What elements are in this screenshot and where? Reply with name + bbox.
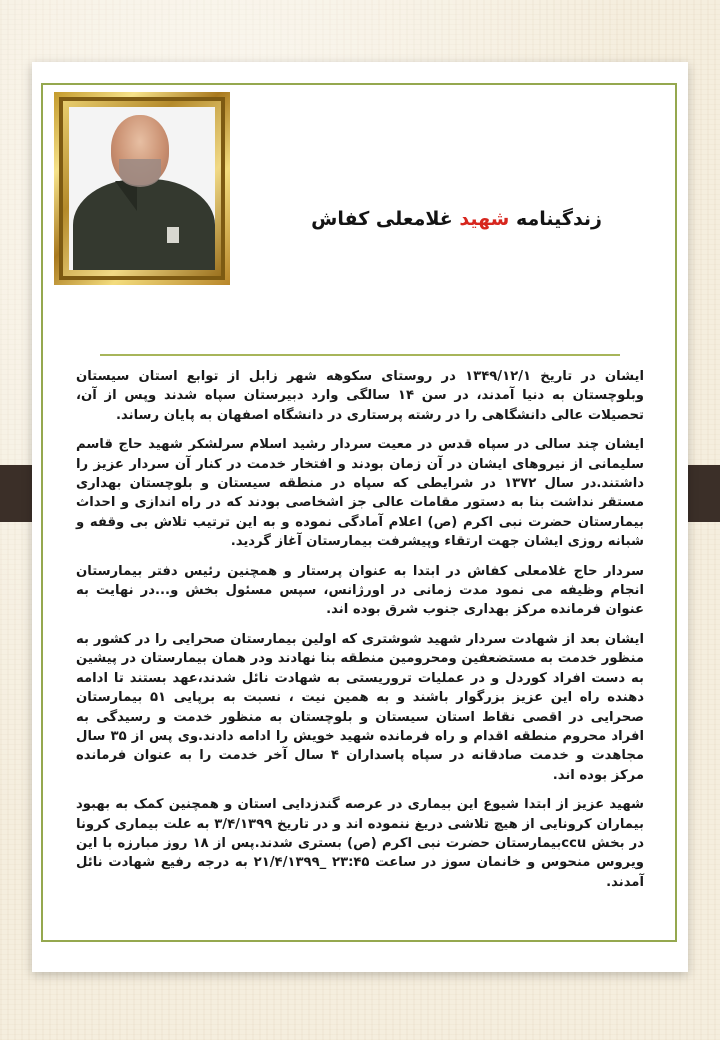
biography-text <box>76 367 644 902</box>
portrait-photo <box>69 107 215 270</box>
page-title <box>272 208 602 230</box>
title-prefix: زندگینامه <box>515 208 602 230</box>
biography-card <box>32 62 688 972</box>
title-highlight: شهید <box>459 208 510 230</box>
paragraph-quds-force: ایشان چند سالی در سپاه قدس در معیت سردار رشید اسلام سرلشکر شهید حاج قاسم سلیمانی از نیروهای ایشان در آن زمان بودند و افتخار خدمت در کنار آن سردار عزیز را داشتند.در سال ۱۳۷۲ در شرایطی که سپاه در منطقه سیستان و بلوچستان بهداری مستقر نداشت بنا به دستور مقامات عالی جز اشخاصی بودند که در راه اندازی و احداث بیمارستان حضرت نبی اکرم (ص) اعلام آمادگی نموده و به این ترتیب تلاش بی وقفه و شبانه روزی ایشان جهت ارتقاء وپیشرفت بیمارستان آغاز گردید. <box>76 437 644 550</box>
divider-line <box>100 354 620 356</box>
paragraph-career: سردار حاج غلامعلی کفاش در ابتدا به عنوان پرستار و همچنین رئیس دفتر بیمارستان انجام وظیفه می نمود مدت زمانی در اورژانس، سپس مسئول بخش و...در نهایت به عنوان فرمانده مرکز بهداری جنوب شرق بوده اند. <box>76 563 644 618</box>
portrait-frame <box>54 92 230 285</box>
paragraph-field-hospitals: ایشان بعد از شهادت سردار شهید شوشتری که اولین بیمارستان صحرایی را در کشور به منظور خدمت به مستضعفین ومحرومین منطقه بنا نهادند ودر همان بیمارستان در پیشین به دست افراد کوردل و در عملیات تروریستی به شهادت نائل شدند،عهد بستند تا ادامه دهنده راه این عزیز بزرگوار باشند و به همین نیت ، نسبت به برپایی ۵۱ بیمارستان صحرایی در اقصی نقاط استان سیستان و بلوچستان به منظور خدمت و رسیدگی به افراد محروم منطقه اقدام و راه فرمانده شهید خویش را ادامه دادند.وی پس از ۳۵ سال مجاهدت و خدمت صادقانه در سپاه پاسداران ۴ سال آخر خدمت را به عنوان فرمانده مرکز بوده اند. <box>76 631 645 783</box>
title-name: غلامعلی کفاش <box>311 208 453 230</box>
paragraph-martyrdom: شهید عزیز از ابتدا شیوع این بیماری در عرصه گندزدایی استان و همچنین کمک به بهبود بیماران کرونایی از هیچ تلاشی دریغ ننموده اند و در تاریخ ۳/۴/۱۳۹۹ به علت بیماری کرونا در بخش ccuبیمارستان حضرت نبی اکرم (ص) بستری شدند.پس از ۱۸ روز مبارزه با این ویروس منحوس و خانمان سوز در ساعت ۲۳:۴۵ _۲۱/۴/۱۳۹۹ به درجه رفیع شهادت نائل آمدند. <box>76 797 644 890</box>
paragraph-birth: ایشان در تاریخ ۱۳۴۹/۱۲/۱ در روستای سکوهه شهر زابل از توابع استان سیستان وبلوچستان به دنیا آمدند، در سن ۱۴ سالگی وارد دبیرستان سپاه شدند وپس از آن، تحصیلات عالی دانشگاهی را در رشته پرستاری در دانشگاه اصفهان به پایان رساند. <box>76 369 644 423</box>
